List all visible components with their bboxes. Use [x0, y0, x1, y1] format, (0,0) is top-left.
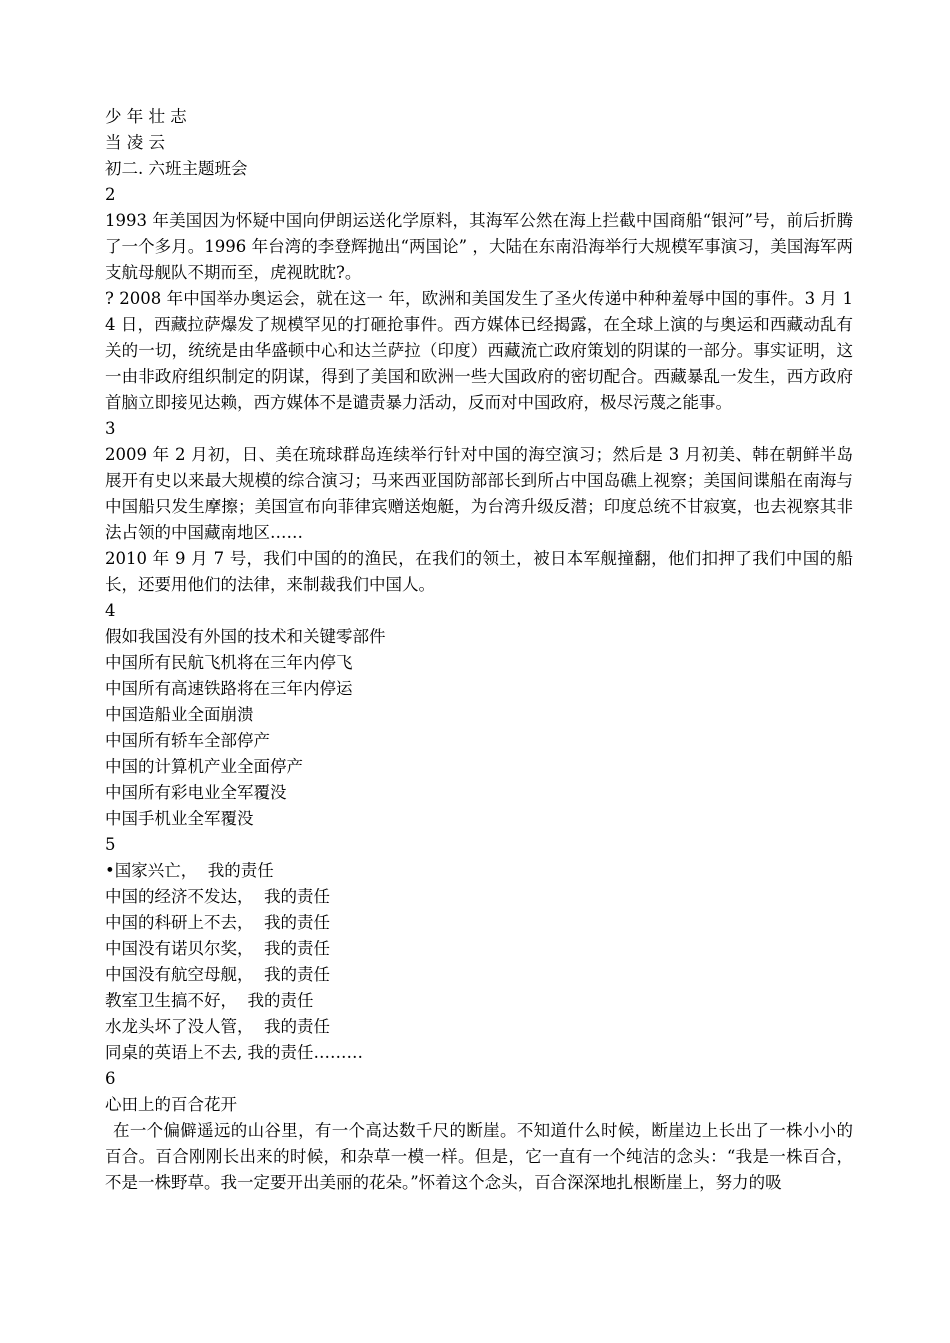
- section-number-5: 5: [105, 835, 116, 854]
- section-number-3: 3: [105, 419, 116, 438]
- section-number-4: 4: [105, 601, 116, 620]
- section5-line: •国家兴亡， 我的责任: [105, 861, 274, 880]
- title-line-1: 少 年 壮 志: [105, 107, 187, 126]
- section5-line: 同桌的英语上不去, 我的责任………: [105, 1043, 363, 1062]
- section5-line: 水龙头坏了没人管， 我的责任: [105, 1017, 330, 1036]
- section5-line: 中国的经济不发达， 我的责任: [105, 887, 330, 906]
- section3-paragraph-1: 2009 年 2 月初，日、美在琉球群岛连续举行针对中国的海空演习；然后是 3 月初美、韩在朝鲜半岛展开有史以来最大规模的综合演习；马来西亚国防部部长到所占中国岛礁上视察；美国间谍船在南海与中国船只发生摩擦；美国宣布向菲律宾赠送炮艇，为台湾升级反潜；印度总统不甘寂寞，也去视察其非法占领的中国藏南地区……: [105, 445, 853, 542]
- subtitle: 初二. 六班主题班会: [105, 159, 248, 178]
- section4-line: 中国所有高速铁路将在三年内停运: [105, 679, 353, 698]
- section-number-6: 6: [105, 1069, 116, 1088]
- section5-line: 教室卫生搞不好， 我的责任: [105, 991, 314, 1010]
- section2-paragraph-2: ? 2008 年中国举办奥运会，就在这一 年，欧洲和美国发生了圣火传递中种种羞辱中国的事件。3 月 14 日，西藏拉萨爆发了规模罕见的打砸抢事件。西方媒体已经揭露，在全球上演的与奥运和西藏动乱有关的一切，统统是由华盛顿中心和达兰萨拉（印度）西藏流亡政府策划的阴谋的一部分。事实证明，这一由非政府组织制定的阴谋，得到了美国和欧洲一些大国政府的密切配合。西藏暴乱一发生，西方政府首脑立即接见达赖，西方媒体不是谴责暴力活动，反而对中国政府，极尽污蔑之能事。: [105, 289, 853, 412]
- document-page: [105, 104, 853, 1196]
- section4-line: 中国所有轿车全部停产: [105, 731, 270, 750]
- section4-line: 中国所有民航飞机将在三年内停飞: [105, 653, 353, 672]
- section4-line: 假如我国没有外国的技术和关键零部件: [105, 627, 386, 646]
- section5-line: 中国的科研上不去， 我的责任: [105, 913, 330, 932]
- section5-line: 中国没有诺贝尔奖， 我的责任: [105, 939, 330, 958]
- section6-paragraph-1: 在一个偏僻遥远的山谷里，有一个高达数千尺的断崖。不知道什么时候，断崖边上长出了一株小小的百合。百合刚刚长出来的时候，和杂草一模一样。但是，它一直有一个纯洁的念头：“我是一株百合，不是一株野草。我一定要开出美丽的花朵。”怀着这个念头，百合深深地扎根断崖上，努力的吸: [105, 1121, 853, 1192]
- section4-line: 中国手机业全军覆没: [105, 809, 254, 828]
- section4-line: 中国所有彩电业全军覆没: [105, 783, 287, 802]
- section3-paragraph-2: 2010 年 9 月 7 号，我们中国的的渔民，在我们的领土，被日本军舰撞翻，他们扣押了我们中国的船长，还要用他们的法律，来制裁我们中国人。: [105, 549, 853, 594]
- title-line-2: 当 凌 云: [105, 133, 165, 152]
- section4-line: 中国造船业全面崩溃: [105, 705, 254, 724]
- section5-line: 中国没有航空母舰， 我的责任: [105, 965, 330, 984]
- section2-paragraph-1: 1993 年美国因为怀疑中国向伊朗运送化学原料，其海军公然在海上拦截中国商船“银河”号，前后折腾了一个多月。1996 年台湾的李登辉抛出“两国论” ，大陆在东南沿海举行大规模军事演习，美国海军两支航母舰队不期而至，虎视眈眈?。: [105, 211, 853, 282]
- section-number-2: 2: [105, 185, 116, 204]
- section6-heading: 心田上的百合花开: [105, 1095, 237, 1114]
- section4-line: 中国的计算机产业全面停产: [105, 757, 303, 776]
